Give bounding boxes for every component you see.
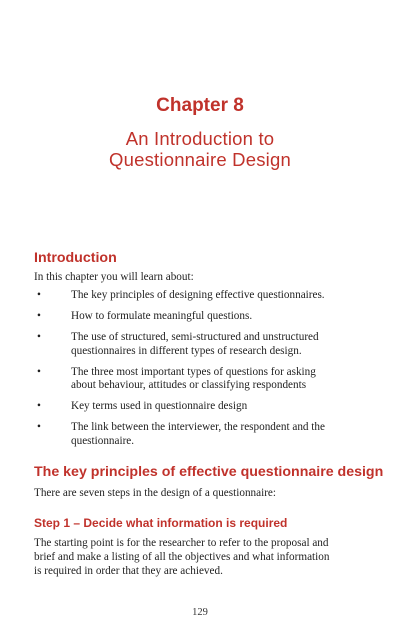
principles-heading: The key principles of effective questionnaire design (34, 464, 384, 480)
list-item-text: Key terms used in questionnaire design (71, 400, 248, 412)
list-item-text: The three most important types of questions for asking (71, 365, 316, 378)
learning-objectives-list (34, 289, 374, 456)
bullet-icon: • (37, 365, 41, 378)
list-item (34, 366, 374, 393)
list-item-text: The link between the interviewer, the respondent and the (71, 421, 325, 433)
bullet-icon: • (37, 310, 41, 322)
chapter-title (0, 128, 400, 170)
bullet-icon: • (37, 421, 41, 433)
list-item (34, 400, 374, 414)
bullet-icon: • (37, 331, 41, 343)
introduction-lead-text: In this chapter you will learn about: (34, 271, 194, 283)
list-item-text: questionnaire. (71, 434, 135, 447)
paragraph-line: The starting point is for the researcher to refer to the proposal and (34, 537, 329, 549)
bullet-icon: • (37, 400, 41, 412)
list-item-text: The use of structured, semi-structured and unstructured (71, 331, 319, 343)
list-item (34, 331, 374, 358)
list-item (34, 289, 374, 303)
paragraph-line: is required in order that they are achieved. (34, 565, 223, 577)
step-1-paragraph (34, 536, 374, 578)
list-item-text: The key principles of designing effective questionnaires. (71, 289, 325, 301)
chapter-title-line: An Introduction to (125, 128, 275, 149)
bullet-icon: • (37, 289, 41, 301)
list-item-text: questionnaires in different types of research design. (71, 344, 302, 357)
list-item (34, 310, 374, 324)
list-item-text: How to formulate meaningful questions. (71, 310, 253, 322)
step-1-heading: Step 1 – Decide what information is required (34, 516, 288, 530)
list-item (34, 421, 374, 448)
principles-lead-text: There are seven steps in the design of a questionnaire: (34, 487, 277, 499)
paragraph-line: brief and make a listing of all the objectives and what information (34, 551, 330, 563)
principles-lead (34, 486, 374, 500)
chapter-number: Chapter 8 (156, 95, 244, 116)
page-number: 129 (192, 607, 208, 618)
chapter-title-line: Questionnaire Design (109, 149, 291, 170)
introduction-heading: Introduction (34, 250, 117, 266)
introduction-lead (34, 270, 374, 284)
list-item-text: about behaviour, attitudes or classifying respondents (71, 379, 307, 391)
